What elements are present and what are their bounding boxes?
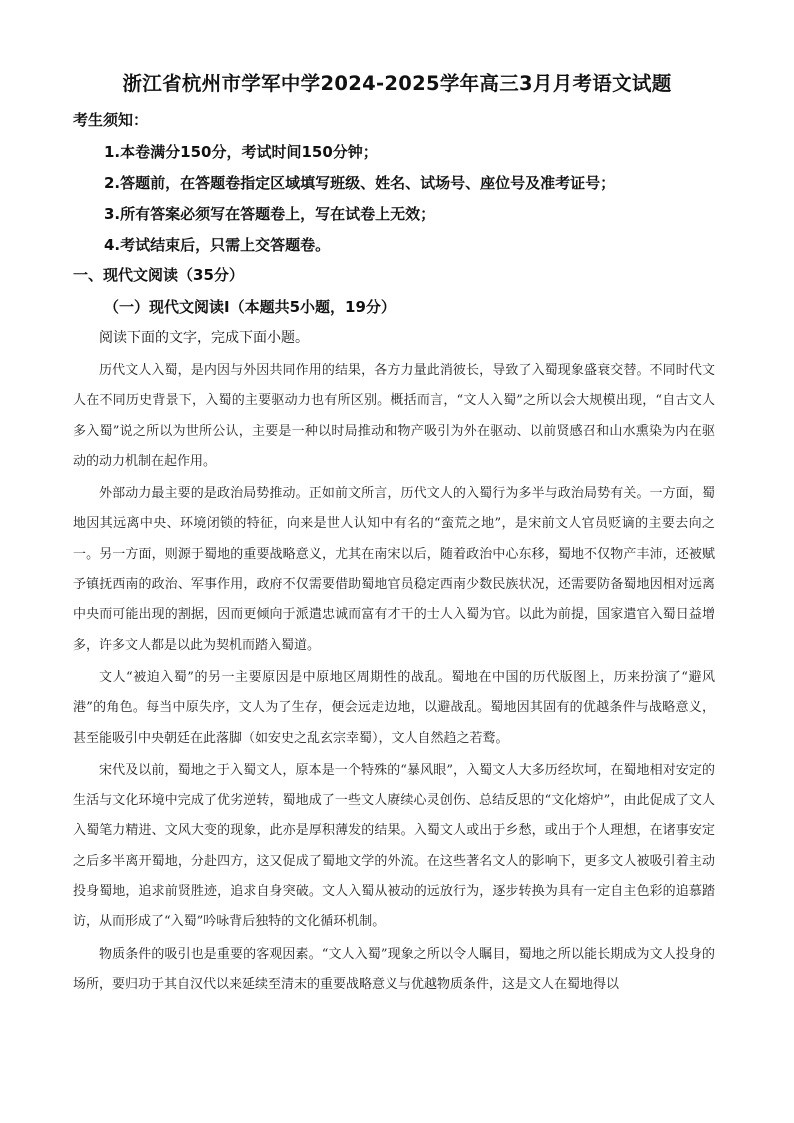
passage-paragraph: 宋代及以前，蜀地之于入蜀文人，原本是一个特殊的“暴风眼”，入蜀文人大多历经坎坷，在蜀地相对安定的生活与文化环境中完成了优劣逆转，蜀地成了一些文人赓续心灵创伤、总结反思的“文化熔炉”，由此促成了文人入蜀笔力精进、文风大变的现象，此亦是厚积薄发的结果。入蜀文人或出于乡愁，或出于个人理想，在诸事安定之后多半离开蜀地，分赴四方，这又促成了蜀地文学的外流。在这些著名文人的影响下，更多文人被吸引着主动投身蜀地，追求前贤胜迹，追求自身突破。文人入蜀从被动的远放行为，逐步转换为具有一定自主色彩的追慕踏访，从而形成了“入蜀”吟咏背后独特的文化循环机制。	[73, 762, 715, 930]
passage-paragraph: 物质条件的吸引也是重要的客观因素。“文人入蜀”现象之所以令人瞩目，蜀地之所以能长期成为文人投身的场所，要归功于其自汉代以来延续至清末的重要战略意义与优越物质条件，这是文人在蜀地得以	[73, 946, 715, 992]
passage-paragraph: 历代文人入蜀，是内因与外因共同作用的结果，各方力量此消彼长，导致了入蜀现象盛衰交替。不同时代文人在不同历史背景下，入蜀的主要驱动力也有所区别。概括而言，“文人入蜀”之所以会大规模出现，“自古文人多入蜀”说之所以为世所公认，主要是一种以时局推动和物产吸引为外在驱动、以前贤感召和山水熏染为内在驱动的动力机制在起作用。	[73, 363, 715, 469]
reading-instruction: 阅读下面的文字，完成下面小题。	[99, 330, 309, 346]
reading-passage	[73, 356, 715, 1000]
notice-item-4: 4.考试结束后，只需上交答题卷。	[104, 236, 331, 254]
passage-paragraph: 外部动力最主要的是政治局势推动。正如前文所言，历代文人的入蜀行为多半与政治局势有关。一方面，蜀地因其远离中央、环境闭锁的特征，向来是世人认知中有名的“蛮荒之地”，是宋前文人官员贬谪的主要去向之一。另一方面，则源于蜀地的重要战略意义，尤其在南宋以后，随着政治中心东移，蜀地不仅物产丰沛，还被赋予镇抚西南的政治、军事作用，政府不仅需要借助蜀地官员稳定西南少数民族状况，还需要防备蜀地因相对远离中央而可能出现的割据，因而更倾向于派遣忠诚而富有才干的士人入蜀为官。以此为前提，国家遣官入蜀日益增多，许多文人都是以此为契机而踏入蜀道。	[73, 486, 715, 653]
notice-item-3: 3.所有答案必须写在答题卷上，写在试卷上无效；	[104, 205, 436, 223]
notice-item-1: 1.本卷满分150分，考试时间150分钟；	[104, 143, 378, 161]
subsection-heading: （一）现代文阅读Ⅰ（本题共5小题，19分）	[104, 298, 396, 316]
notice-heading: 考生须知：	[73, 111, 149, 129]
notice-item-2: 2.答题前，在答题卷指定区域填写班级、姓名、试场号、座位号及准考证号；	[104, 174, 616, 192]
page-title: 浙江省杭州市学军中学2024-2025学年高三3月月考语文试题	[122, 72, 672, 95]
section-heading: 一、现代文阅读（35分）	[73, 266, 244, 284]
passage-paragraph: 文人“被迫入蜀”的另一主要原因是中原地区周期性的战乱。蜀地在中国的历代版图上，历来扮演了“避风港”的角色。每当中原失序，文人为了生存，便会远走边地，以避战乱。蜀地因其固有的优越条件与战略意义，甚至能吸引中央朝廷在此落脚（如安史之乱玄宗幸蜀），文人自然趋之若鹜。	[73, 669, 715, 746]
